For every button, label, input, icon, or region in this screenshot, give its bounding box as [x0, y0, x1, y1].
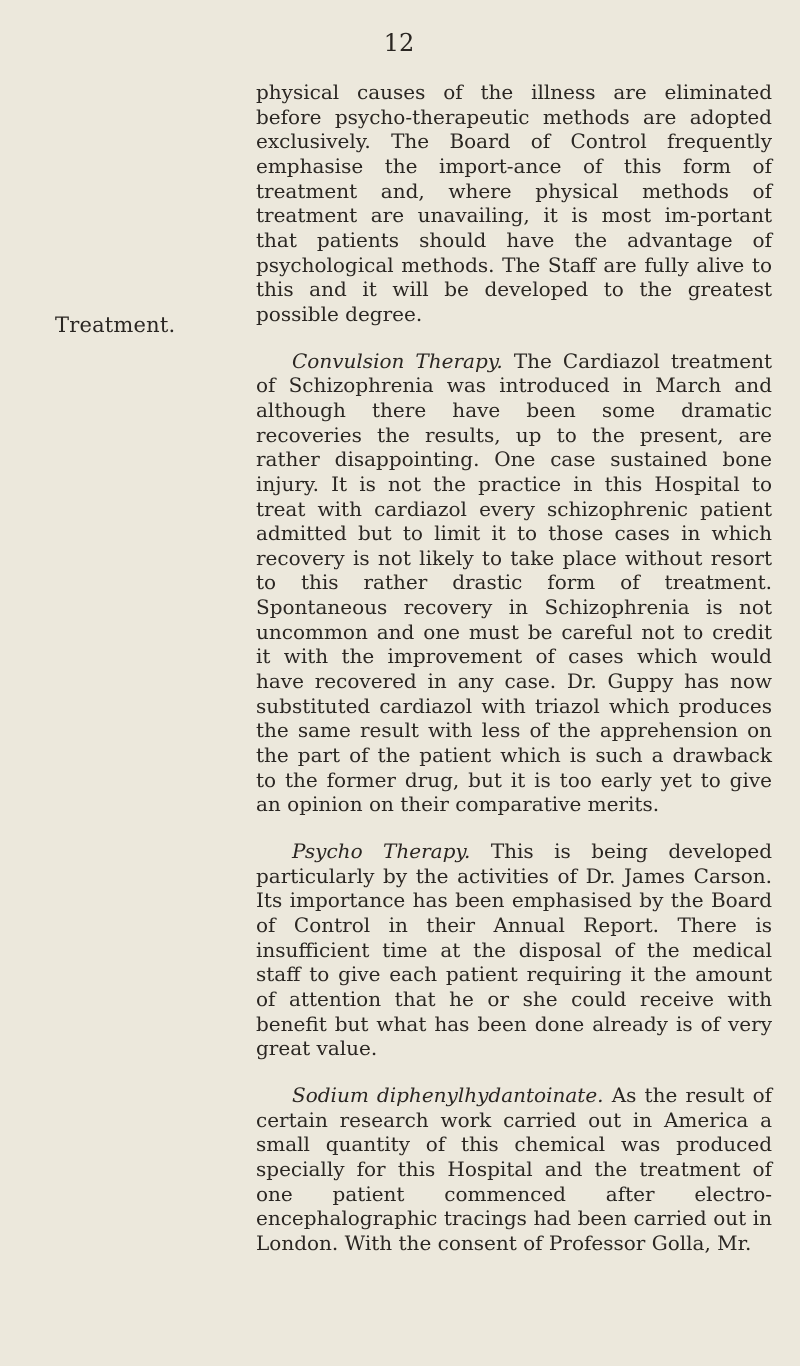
- body-text: [256, 80, 772, 1256]
- paragraph-text: The Cardiazol treatment of Schizophrenia was introduced in March and although there have been some dramatic recoveries the results, up to the present, are rather disappointing. One case sustained bone injury. It is not the practice in this Hospital to treat with cardiazol every schizophrenic patient admitted but to limit it to those cases in which recovery is not likely to take place without resort to this rather drastic form of treatment. Spontaneous recovery in Schizophrenia is not uncommon and one must be careful not to credit it with the improvement of cases which would have recovered in any case. Dr. Guppy has now substituted cardiazol with triazol which produces the same result with less of the apprehension on the part of the patient which is such a drawback to the former drug, but it is too early yet to give an opinion on their comparative merits.: [256, 348, 772, 817]
- paragraph-text: This is being developed particularly by the activities of Dr. James Carson. Its importance has been emphasised by the Board of Control in their Annual Report. There is insufficient time at the disposal of the medical staff to give each patient requiring it the amount of attention that he or she could receive with benefit but what has been done already is of very great value.: [256, 839, 773, 1061]
- paragraph-psycho-therapy: [256, 839, 772, 1061]
- section-heading: Convulsion Therapy.: [292, 348, 514, 373]
- paragraph-text: As the result of certain research work carried out in America a small quantity of this chemical was produced specially for this Hospital and the treatment of one patient commenced after electro-encephalographic tracings had been carried out in London. With the consent of Professor Golla, Mr.: [256, 1082, 773, 1255]
- paragraph-sodium-diphenylhydantoinate: [256, 1083, 772, 1256]
- page-number: 12: [383, 29, 415, 57]
- section-heading: Psycho Therapy.: [292, 839, 491, 864]
- paragraph-convulsion-therapy: [256, 349, 772, 817]
- paragraph-text: physical causes of the illness are eliminated before psycho-therapeutic methods are adopted exclusively. The Board of Control frequently emphasise the import-ance of this form of treatment and, where physical methods of treatment are unavailing, it is most im-portant that patients should have the advantage of psychological methods. The Staff are fully alive to this and it will be developed to the greatest possible degree.: [256, 80, 772, 326]
- margin-note-treatment: Treatment.: [55, 313, 176, 337]
- section-heading: Sodium diphenylhydantoinate.: [292, 1082, 612, 1107]
- paragraph-continuation: [256, 80, 772, 327]
